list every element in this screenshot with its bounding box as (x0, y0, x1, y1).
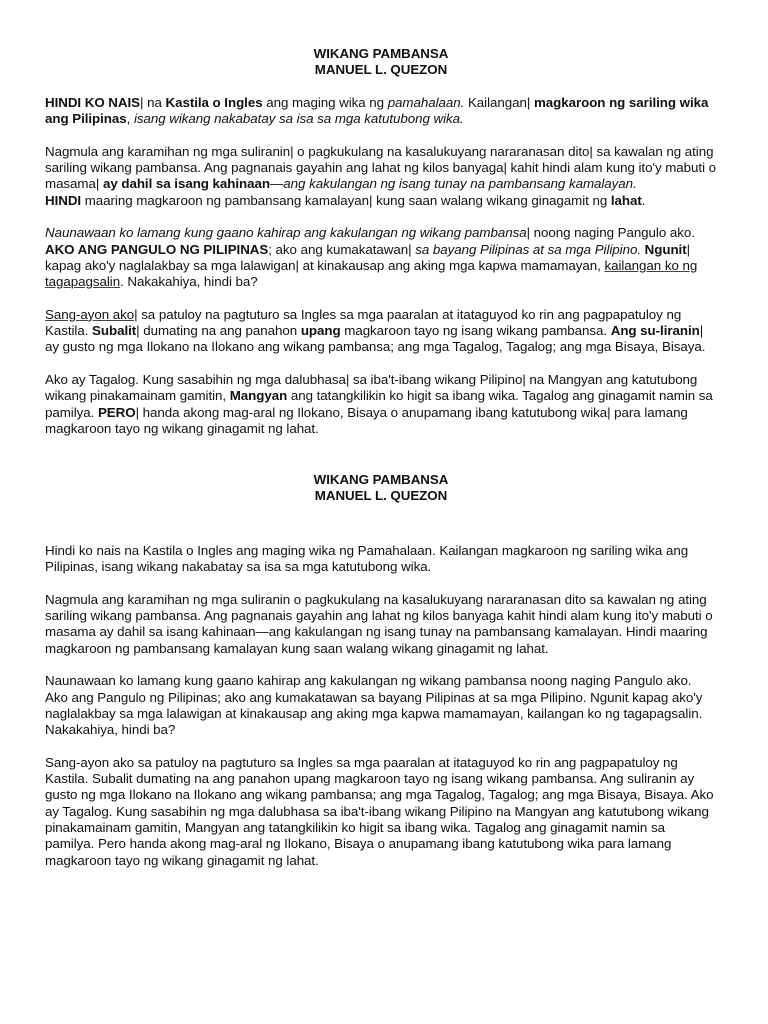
span: ang maging wika ng (262, 94, 388, 110)
author-text: MANUEL L. QUEZON (314, 62, 448, 78)
span: Nagmula ang karamihan ng mga suliranin| o pagkukulang na kasalukuyang nararanasan dito| sa kawalan ng ating sariling wikang pambansa. Ang pagnanais gayahin ang lahat ng kilos banyaga| kahit hindi alam kung ito'y mabuti o masama| (45, 143, 717, 192)
span: magkaroon ng sariling wika ang Pilipinas (45, 94, 709, 127)
paragraph-3 (45, 225, 717, 290)
span: lahat (610, 192, 642, 208)
span: Kastila o Ingles (165, 94, 263, 110)
span: , (126, 111, 134, 127)
span: ang tatangkilikin ko higit sa ibang wika. Tagalog ang ginagamit namin sa pamilya. (45, 388, 713, 420)
title-text: WIKANG PAMBANSA (313, 46, 449, 61)
paragraph-5 (45, 372, 717, 437)
span: | noong naging Pangulo ako. (526, 225, 695, 241)
span: sa patuloy na pagtuturo sa Ingles sa mga paaralan at itataguyod ko rin ang pagpapatuloy ng Kastila. (45, 306, 682, 339)
span: | handa akong mag-aral ng Ilokano, Bisaya o anupamang ibang katutubong wika| para lamang magkaroon tayo ng wikang ginagamit ng lahat. (45, 404, 688, 436)
title-text: WIKANG PAMBANSA (313, 472, 449, 487)
span: | dumating na ang panahon (136, 323, 301, 339)
span: isang wikang nakabatay sa isa sa mga katutubong wika. (133, 111, 464, 127)
paragraph-3: Naunawaan ko lamang kung gaano kahirap ang kakulangan ng wikang pambansa noong naging Pangulo ako. Ako ang Pangulo ng Pilipinas; ako ang kumakatawan sa bayang Pilipinas at sa mga Pilipino. Ngunit kapag ako'y naglalakbay sa mga lalawigan at kinakausap ang aking mga kapwa mamamayan, kailangan ko ng tagapagsalin. Nakakahiya, hindi ba? (45, 673, 703, 738)
paragraph-1 (45, 95, 717, 128)
span: Mangyan (229, 388, 288, 404)
span: Ang su-liranin (610, 323, 700, 339)
span: Sang-ayon ako| (45, 306, 138, 322)
span: kailangan ko ng tagapagsalin (45, 257, 698, 290)
paragraph-2: Nagmula ang karamihan ng mga suliranin o pagkukulang na kasalukuyang nararanasan dito sa kawalan ng ating sariling wikang pambansa. Ang pagnanais gayahin ang lahat ng kilos banyaga kahit hindi alam kung ito'y mabuti o masama ay dahil sa isang kahinaan—ang kakulangan ng isang tunay na pambansang kamalayan. Hindi maaring magkaroon ng pambansang kamalayan kung saan walang wikang ginagamit ng lahat. (45, 591, 713, 656)
span: . Nakakahiya, hindi ba? (120, 274, 258, 290)
author-text: MANUEL L. QUEZON (314, 488, 448, 504)
span: ; ako ang kumakatawan| (268, 241, 416, 257)
annotated-section (45, 46, 717, 453)
span: AKO ANG PANGULO NG PILIPINAS (45, 241, 269, 257)
span: Kailangan| (464, 94, 534, 110)
span: HINDI (45, 192, 82, 208)
span: | na (140, 94, 166, 110)
span: pamahalaan. (387, 94, 465, 110)
span: | ay gusto ng mga Ilokano na Ilokano ang wikang pambansa; ang mga Tagalog, Tagalog; ang mga Bisaya, Bisaya. (45, 323, 706, 355)
span: —ang kakulangan ng isang tunay na pambansang kamalayan. (270, 176, 637, 192)
span: Subalit (92, 323, 137, 339)
span: | kapag ako'y naglalakbay sa mga lalawigan| at kinakausap ang aking mga kapwa mamamayan, (45, 241, 691, 273)
span: upang (300, 323, 341, 339)
section-title (45, 472, 717, 505)
span: maaring magkaroon ng pambansang kamalayan| kung saan walang wikang ginagamit ng (81, 192, 611, 208)
span: magkaroon tayo ng isang wikang pambansa. (340, 323, 611, 339)
span: HINDI KO NAIS (45, 94, 140, 110)
paragraph-4: Sang-ayon ako sa patuloy na pagtuturo sa Ingles sa mga paaralan at itataguyod ko rin ang pagpapatuloy ng Kastila. Subalit dumating na ang panahon upang magkaroon tayo ng isang wikang pambansa. Ang suliranin ay gusto ng mga Ilokano na Ilokano ang wikang pambansa; ang mga Tagalog, Tagalog; ang mga Bisaya, Bisaya. Ako ay Tagalog. Kung sasabihin ng mga dalubhasa sa iba't-ibang wikang Pilipino na Mangyan ang katutubong wikang pinakamainam gamitin, Mangyan ang tatangkilikin ko higit sa ibang wika. Tagalog ang ginagamit namin sa pamilya. Pero handa akong mag-aral ng Ilokano, Bisaya o anupamang ibang katutubong wika para lamang magkaroon tayo ng wikang ginagamit ng lahat. (45, 754, 714, 868)
span: Naunawaan ko lamang kung gaano kahirap ang kakulangan ng wikang pambansa (45, 225, 527, 241)
paragraph-4 (45, 307, 717, 356)
span: ay dahil sa isang kahinaan (102, 176, 271, 192)
span: . (641, 192, 646, 208)
span: PERO (97, 404, 136, 420)
paragraph-2 (45, 144, 717, 209)
span: Ako ay Tagalog. Kung sasabihin ng mga dalubhasa| sa iba't-ibang wikang Pilipino| na Mangyan ang katutubong wikang pinakamainam gamitin, (45, 371, 698, 404)
plain-section (45, 472, 717, 885)
section-title (45, 46, 717, 79)
paragraph-1: Hindi ko nais na Kastila o Ingles ang maging wika ng Pamahalaan. Kailangan magkaroon ng sariling wika ang Pilipinas, isang wikang nakabatay sa isa sa mga katutubong wika. (45, 542, 689, 575)
span: Ngunit (644, 241, 687, 257)
spacer (45, 505, 717, 527)
span: sa bayang Pilipinas at sa mga Pilipino. (415, 241, 641, 257)
